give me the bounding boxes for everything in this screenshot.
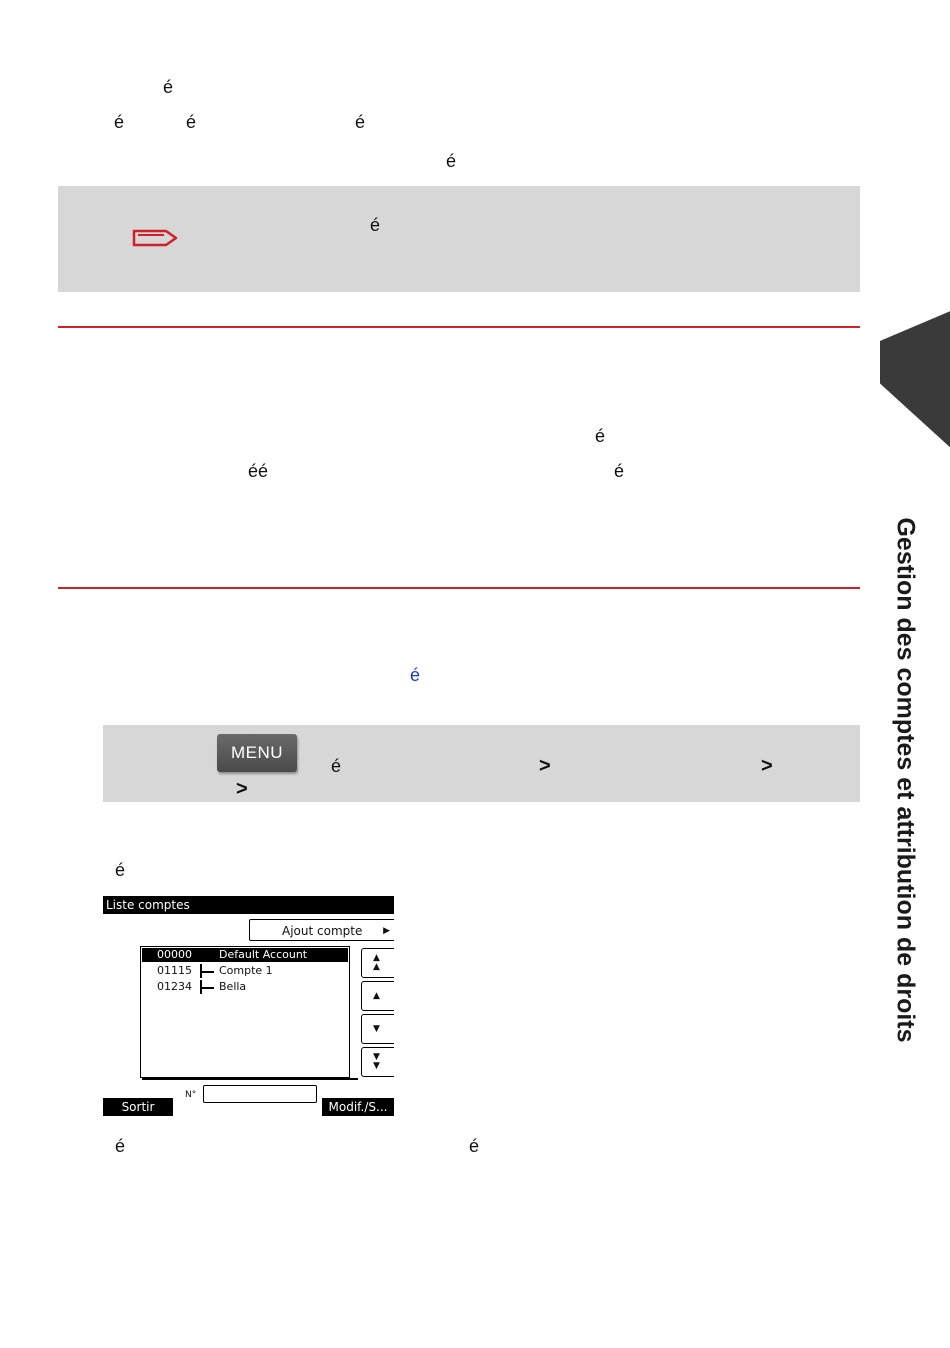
text-fragment: é xyxy=(446,151,457,171)
text-fragment: é xyxy=(115,1136,126,1156)
number-input[interactable] xyxy=(203,1085,317,1103)
right-triangle-icon: ▶ xyxy=(383,926,390,936)
down-arrow-icon[interactable]: ▼ xyxy=(361,1014,394,1044)
double-up-arrow-icon[interactable]: ▲ ▲ xyxy=(361,948,394,978)
account-number: 01115 xyxy=(157,964,192,977)
text-fragment: é xyxy=(114,112,125,132)
list-item[interactable] xyxy=(142,948,348,962)
text-fragment: éé xyxy=(248,461,269,481)
account-name: Bella xyxy=(219,980,247,993)
double-down-arrow-icon[interactable]: ▼ ▼ xyxy=(361,1047,394,1077)
modify-button[interactable]: Modif./S... xyxy=(322,1098,394,1116)
account-name: Compte 1 xyxy=(219,964,273,977)
account-name: Default Account xyxy=(219,948,308,961)
text-fragment: é xyxy=(163,77,174,97)
path-chevron: > xyxy=(236,778,248,800)
menu-button[interactable]: MENU xyxy=(217,734,297,772)
note-text-fragment: é xyxy=(370,215,381,235)
up-arrow-icon[interactable]: ▲ xyxy=(361,981,394,1011)
text-fragment: é xyxy=(115,860,126,880)
text-fragment: é xyxy=(186,112,197,132)
screen-title: Liste comptes xyxy=(103,896,394,914)
exit-button[interactable]: Sortir xyxy=(103,1098,173,1116)
text-fragment: é xyxy=(614,461,625,481)
account-list[interactable] xyxy=(140,946,356,1078)
chapter-tab xyxy=(880,290,950,460)
link-text-fragment[interactable]: é xyxy=(410,665,421,685)
text-fragment: é xyxy=(469,1136,480,1156)
chapter-title: Gestion des comptes et attribution de droits xyxy=(891,517,920,1043)
add-account-label: Ajout compte xyxy=(282,924,363,938)
device-screen xyxy=(103,896,394,1116)
text-fragment: é xyxy=(595,426,606,446)
section-divider xyxy=(58,587,860,589)
tree-branch-icon xyxy=(200,980,216,994)
path-chevron: > xyxy=(761,755,773,777)
section-divider xyxy=(58,326,860,328)
account-number: 00000 xyxy=(157,948,192,961)
account-number: 01234 xyxy=(157,980,192,993)
list-scrollbar[interactable] xyxy=(349,946,358,1078)
add-account-button[interactable] xyxy=(249,919,394,941)
number-label: N° xyxy=(185,1090,197,1100)
pencil-note-icon xyxy=(132,228,180,248)
tree-branch-icon xyxy=(200,964,216,978)
procedure-text-fragment: é xyxy=(331,756,342,776)
path-chevron: > xyxy=(539,755,551,777)
text-fragment: é xyxy=(355,112,366,132)
